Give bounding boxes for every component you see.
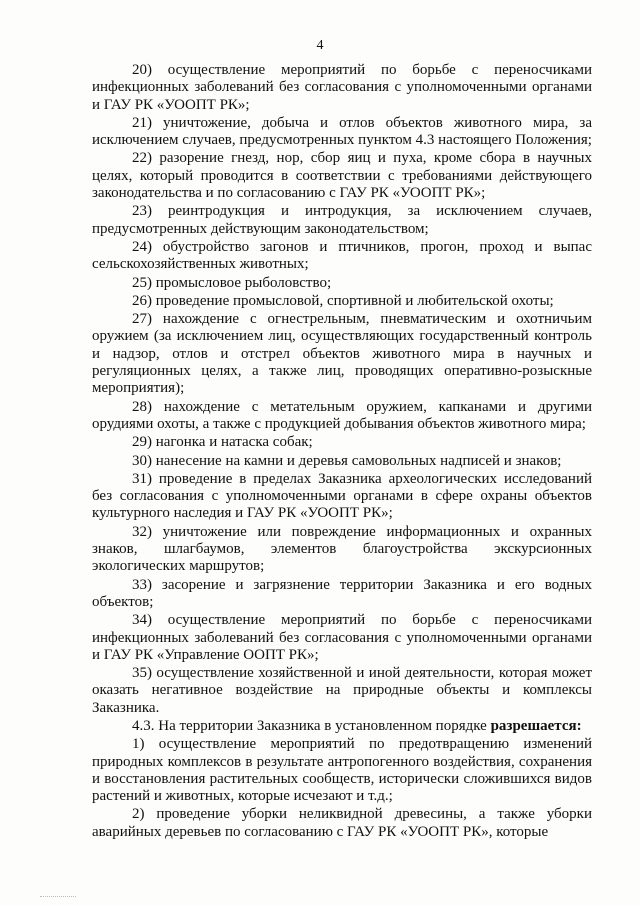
list-item: 22) разорение гнезд, нор, сбор яиц и пуха, кроме сбора в научных целях, который проводится в соответствии с требованиями действующего законодательства и по согласованию с ГАУ РК «УООПТ РК»; (92, 150, 592, 202)
list-item: 35) осуществление хозяйственной и иной деятельности, которая может оказать негативное воздействие на природные объекты и комплексы Заказника. (92, 665, 592, 716)
list-item: 34) осуществление мероприятий по борьбе с переносчиками инфекционных заболеваний без согласования с уполномоченными органами и ГАУ РК «Управление ООПТ РК»; (92, 612, 592, 663)
allowed-item: 1) осуществление мероприятий по предотвращению изменений природных комплексов в результате антропогенного воздействия, сохранения и восстановления растительных сообществ, исторически сложившихся видов растений и животных, которые исчезают и т.д.; (92, 736, 592, 805)
list-item: 26) проведение промысловой, спортивной и любительской охоты; (132, 292, 554, 309)
list-item: 21) уничтожение, добыча и отлов объектов животного мира, за исключением случаев, предусмотренных пунктом 4.3 настоящего Положения; (92, 114, 592, 149)
section-heading-4-3 (92, 718, 592, 735)
allowed-item: 2) проведение уборки неликвидной древесины, а также уборки аварийных деревьев по согласованию с ГАУ РК «УООПТ РК», которые (92, 806, 592, 840)
page-number: 4 (316, 38, 324, 53)
list-item: 33) засорение и загрязнение территории Заказника и его водных объектов; (92, 576, 592, 610)
list-item: 30) нанесение на камни и деревья самовольных надписей и знаков; (132, 452, 562, 469)
list-item: 24) обустройство загонов и птичников, прогон, проход и выпас сельскохозяйственных животных; (92, 238, 592, 273)
section-heading-emphasis: разрешается: (490, 717, 582, 734)
document-body (92, 62, 592, 842)
list-item: 23) реинтродукция и интродукция, за исключением случаев, предусмотренных действующим законодательством; (92, 203, 592, 237)
scan-artifact (40, 896, 76, 898)
list-item: 29) нагонка и натаска собак; (132, 434, 313, 451)
list-item: 31) проведение в пределах Заказника археологических исследований без согласования с уполномоченными органами в сфере охраны объектов культурного наследия и ГАУ РК «УООПТ РК»; (92, 470, 592, 522)
list-item: 32) уничтожение или повреждение информационных и охранных знаков, шлагбаумов, элементов благоустройства экскурсионных экологических маршрутов; (92, 523, 592, 575)
list-item: 20) осуществление мероприятий по борьбе с переносчиками инфекционных заболеваний без согласования с уполномоченными органами и ГАУ РК «УООПТ РК»; (92, 62, 592, 113)
list-item: 28) нахождение с метательным оружием, капканами и другими орудиями охоты, а также с продукцией добывания объектов животного мира; (92, 398, 592, 432)
section-heading-text: 4.3. На территории Заказника в установленном порядке (132, 717, 491, 734)
list-item: 25) промысловое рыболовство; (132, 274, 332, 291)
list-item: 27) нахождение с огнестрельным, пневматическим и охотничьим оружием (за исключением лиц, осуществляющих государственный контроль и надзор, отлов и отстрел объектов животного мира в научных и регуляционных целях, а также лиц, проводящих оперативно-розыскные мероприятия); (92, 311, 592, 397)
